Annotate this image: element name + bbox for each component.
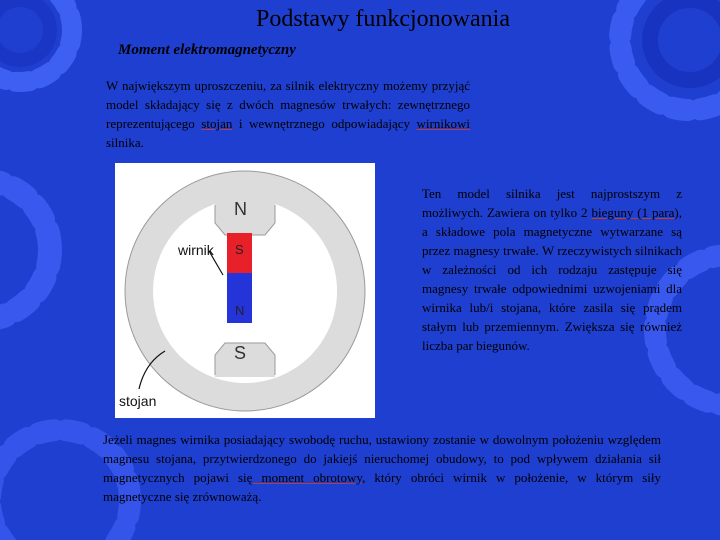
motor-diagram-svg [115, 163, 375, 418]
paragraph-model [422, 184, 682, 355]
paragraph-torque [103, 430, 661, 506]
paragraph-intro [106, 76, 470, 152]
link-moment-obrotowy[interactable]: moment obrotowy [252, 470, 363, 485]
paragraph-model-text-2: , a składowe pola magnetyczne wytwarzane są przez magnesy trwałe. W rzeczywistych silnikach w zależności od ich rodzaju zastępuje się magnesy trwałe odpowiednimi uzwojeniami dla wirnika lub/i stojana, które zasila się prądem stałym lub przemiennym. Zwiększa się również liczba par biegunów. [422, 205, 682, 353]
paragraph-model-text-1: Ten model silnika jest najprostszym z możliwych. Zawiera on tylko 2 [422, 186, 682, 220]
rotor-south-label: S [235, 242, 244, 257]
motor-diagram [115, 163, 375, 418]
paragraph-torque-text-2: , który obróci wirnik w położenie, w którym siły magnetyczne się zrównoważą. [103, 470, 661, 504]
link-stojan[interactable]: stojan [201, 116, 233, 131]
paragraph-torque-text-1: Jeżeli magnes wirnika posiadający swobodę ruchu, ustawiony zostanie w dowolnym położeniu względem magnesu stojana, przytwierdzonego do jakiejś nieruchomej obudowy, to pod wpływem działania sił magnetycznych pojawi się [103, 432, 661, 485]
paragraph-intro-text-2: i wewnętrznego odpowiadający [232, 116, 417, 131]
rotor-north-label: N [235, 303, 245, 318]
stator-south-label: S [234, 343, 247, 363]
gear-left-icon [0, 180, 50, 320]
link-bieguny[interactable]: bieguny (1 para) [591, 205, 679, 220]
link-wirnikowi[interactable]: wirnikowi [416, 116, 470, 131]
paragraph-intro-text-3: silnika. [106, 135, 144, 150]
stator-callout-label: stojan [119, 393, 157, 409]
rotor-callout-label: wirnik [178, 242, 214, 258]
stator-north-label: N [234, 199, 247, 219]
paragraph-intro-text-1: W największym uproszczeniu, za silnik elektryczny możemy przyjąć model składający się z dwóch magnesów trwałych: zewnętrznego reprezentującego [106, 78, 470, 131]
slide-title: Podstawy funkcjonowania [256, 6, 510, 32]
slide-subtitle: Moment elektromagnetyczny [118, 42, 296, 58]
rotor-callout-line [209, 251, 223, 275]
